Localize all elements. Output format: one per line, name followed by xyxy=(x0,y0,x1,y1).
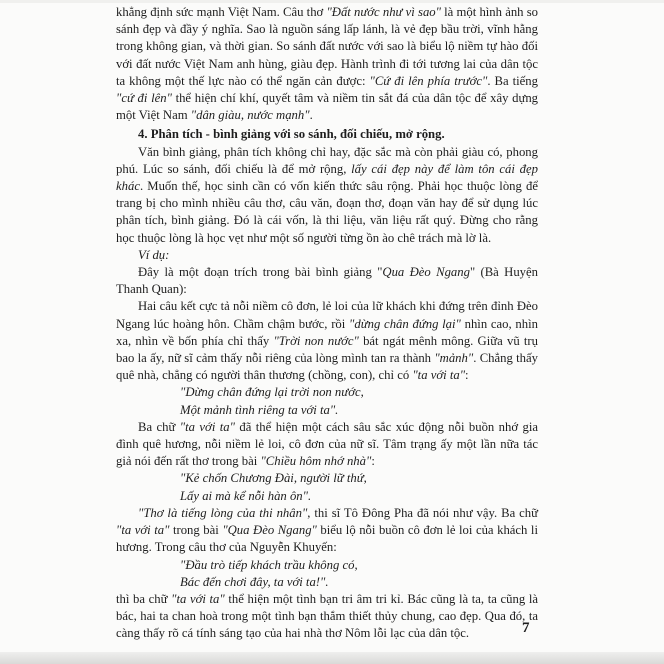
section-heading: 4. Phân tích - bình giảng với so sánh, đối chiếu, mở rộng. xyxy=(138,127,445,142)
text-run: đã thể hiện một cách sâu sắc xúc động nỗi buồn nhớ gia đình quê hương, nỗi niềm lẻ loi, cô đơn của nữ sĩ. Tâm trạng ấy một lần nữa tác giả nói đến rất thơ trong bài xyxy=(116,419,539,469)
verse-line: "Đầu trò tiếp khách trầu không có, xyxy=(180,557,358,572)
example-label: Ví dụ: xyxy=(138,247,170,262)
text-run: khẳng định sức mạnh Việt Nam. Câu thơ xyxy=(116,5,327,19)
text-run: biểu lộ nỗi buồn cô đơn lẻ loi của khách li hương. Trong câu thơ của Nguyễn Khuyến: xyxy=(116,523,538,555)
verse-quote-3 xyxy=(116,557,538,591)
paragraph-3 xyxy=(116,264,538,298)
text-run: Hai câu kết cực tả nỗi niềm cô đơn, lẻ loi của lữ khách khi đứng trên đỉnh Đèo Ngang lúc hoàng hôn. Chầm chậm bước, rồi xyxy=(116,299,538,331)
text-run: " (Bà Huyện Thanh Quan): xyxy=(116,265,538,297)
italic-run: "Cứ đi lên phía trước" xyxy=(369,73,488,88)
text-run: : xyxy=(371,454,375,469)
paragraph-4 xyxy=(116,298,538,384)
italic-run: "Trời non nước" xyxy=(273,333,359,348)
verse-quote-1 xyxy=(116,384,538,418)
italic-run: "dân giàu, nước mạnh" xyxy=(190,108,310,123)
text-run: trong bài xyxy=(169,523,223,538)
verse-line: Bác đến chơi đây, ta với ta!". xyxy=(180,574,329,589)
text-run: . Ba tiếng xyxy=(487,73,538,88)
text-run: : xyxy=(465,368,469,383)
verse-line: Một mảnh tình riêng ta với ta". xyxy=(180,402,339,417)
paragraph-7 xyxy=(116,591,538,643)
text-run: nhìn cao, nhìn xa, nhìn về bốn phía chỉ thấy xyxy=(116,316,538,348)
italic-run: "cứ đi lên" xyxy=(116,91,172,106)
italic-run: "Qua Đèo Ngang" xyxy=(222,523,317,538)
italic-run: "ta với ta" xyxy=(179,419,235,434)
italic-run: lấy cái đẹp này để làm tôn cái đẹp khác xyxy=(116,161,538,194)
text-run: Ba chữ xyxy=(138,419,180,434)
italic-run: "mảnh" xyxy=(434,351,474,366)
italic-run: "Đất nước như vì sao" xyxy=(326,5,441,19)
text-run: , thi sĩ Tô Đông Pha đã nói như vậy. Ba chữ xyxy=(307,505,538,520)
italic-run: "Chiều hôm nhớ nhà" xyxy=(260,454,372,469)
verse-line: "Dừng chân đứng lại trời non nước, xyxy=(180,385,364,400)
page-bottom-edge xyxy=(0,652,664,664)
paragraph-6 xyxy=(116,505,538,557)
text-run: . xyxy=(309,108,313,123)
page-number: 7 xyxy=(522,620,530,636)
verse-line: "Kẻ chốn Chương Đài, người lữ thứ, xyxy=(180,471,367,486)
text-run: là một hình ảnh so sánh đẹp và đầy ý nghĩa. Sao là nguồn sáng lấp lánh, là vẻ đẹp bầu trời, vĩnh hằng trong không gian, và thời gian. So sánh đất nước với sao là biểu lộ niềm tự hào đối với đất nước Việt Nam anh hùng, giàu đẹp. Hành trình đi tới tương lai của dân tộc ta không một thế lực nào có thể ngăn cản được: xyxy=(116,5,538,88)
text-run: . Chẳng thấy quê nhà, chẳng có người thân thương (chồng, con), chỉ có xyxy=(116,351,538,383)
text-run: thể hiện chí khí, quyết tâm và niềm tin sắt đá của dân tộc để xây dựng một Việt Nam xyxy=(116,91,539,123)
verse-line: Lấy ai mà kể nỗi hàn ôn". xyxy=(180,488,312,503)
paragraph-2 xyxy=(116,144,538,247)
italic-run: Qua Đèo Ngang xyxy=(382,265,470,280)
text-run: Đây là một đoạn trích trong bài bình giảng " xyxy=(138,265,383,280)
paragraph-1 xyxy=(116,4,538,124)
italic-run: "ta với ta" xyxy=(412,368,466,383)
italic-run: "dừng chân đứng lại" xyxy=(349,316,461,331)
text-run: thì ba chữ xyxy=(116,591,172,606)
verse-quote-2 xyxy=(116,470,538,504)
italic-run: "Thơ là tiếng lòng của thi nhân" xyxy=(138,505,308,520)
text-run: thể hiện một tình bạn tri âm tri kỉ. Bác cũng là ta, ta cũng là bác, hai ta chan hoà trong một tình bạn thắm thiết thủy chung, cao đẹp. Qua đó, ta càng thấy rõ cá tính sáng tạo của hai nhà thơ Nôm lỗi lạc của dân tộc. xyxy=(116,591,538,641)
paragraph-5 xyxy=(116,419,538,471)
text-run: . Muốn thế, học sinh cần có vốn kiến thức sâu rộng. Phải học thuộc lòng để trang bị cho mình nhiều câu thơ, câu văn, đoạn thơ, đoạn văn hay để sử dụng lúc phân tích, bình giảng. Đó là cái vốn, là thi liệu, văn liệu rất quý. Đừng cho rằng học thuộc lòng là học vẹt như một số người từng ồn ào chê trách mà lờ là. xyxy=(116,179,538,245)
body-text xyxy=(116,0,538,643)
italic-run: "ta với ta" xyxy=(116,523,170,538)
text-run: bát ngát mênh mông. Giữa vũ trụ bao la ấy, nữ sĩ cảm thấy nỗi riêng của lòng mình tan ra thành xyxy=(116,333,538,366)
italic-run: "ta với ta" xyxy=(171,591,225,606)
text-run: Văn bình giảng, phân tích không chỉ hay, đặc sắc mà còn phải giàu có, phong phú. Lúc so sánh, đối chiếu là để mở rộng, xyxy=(116,144,538,176)
